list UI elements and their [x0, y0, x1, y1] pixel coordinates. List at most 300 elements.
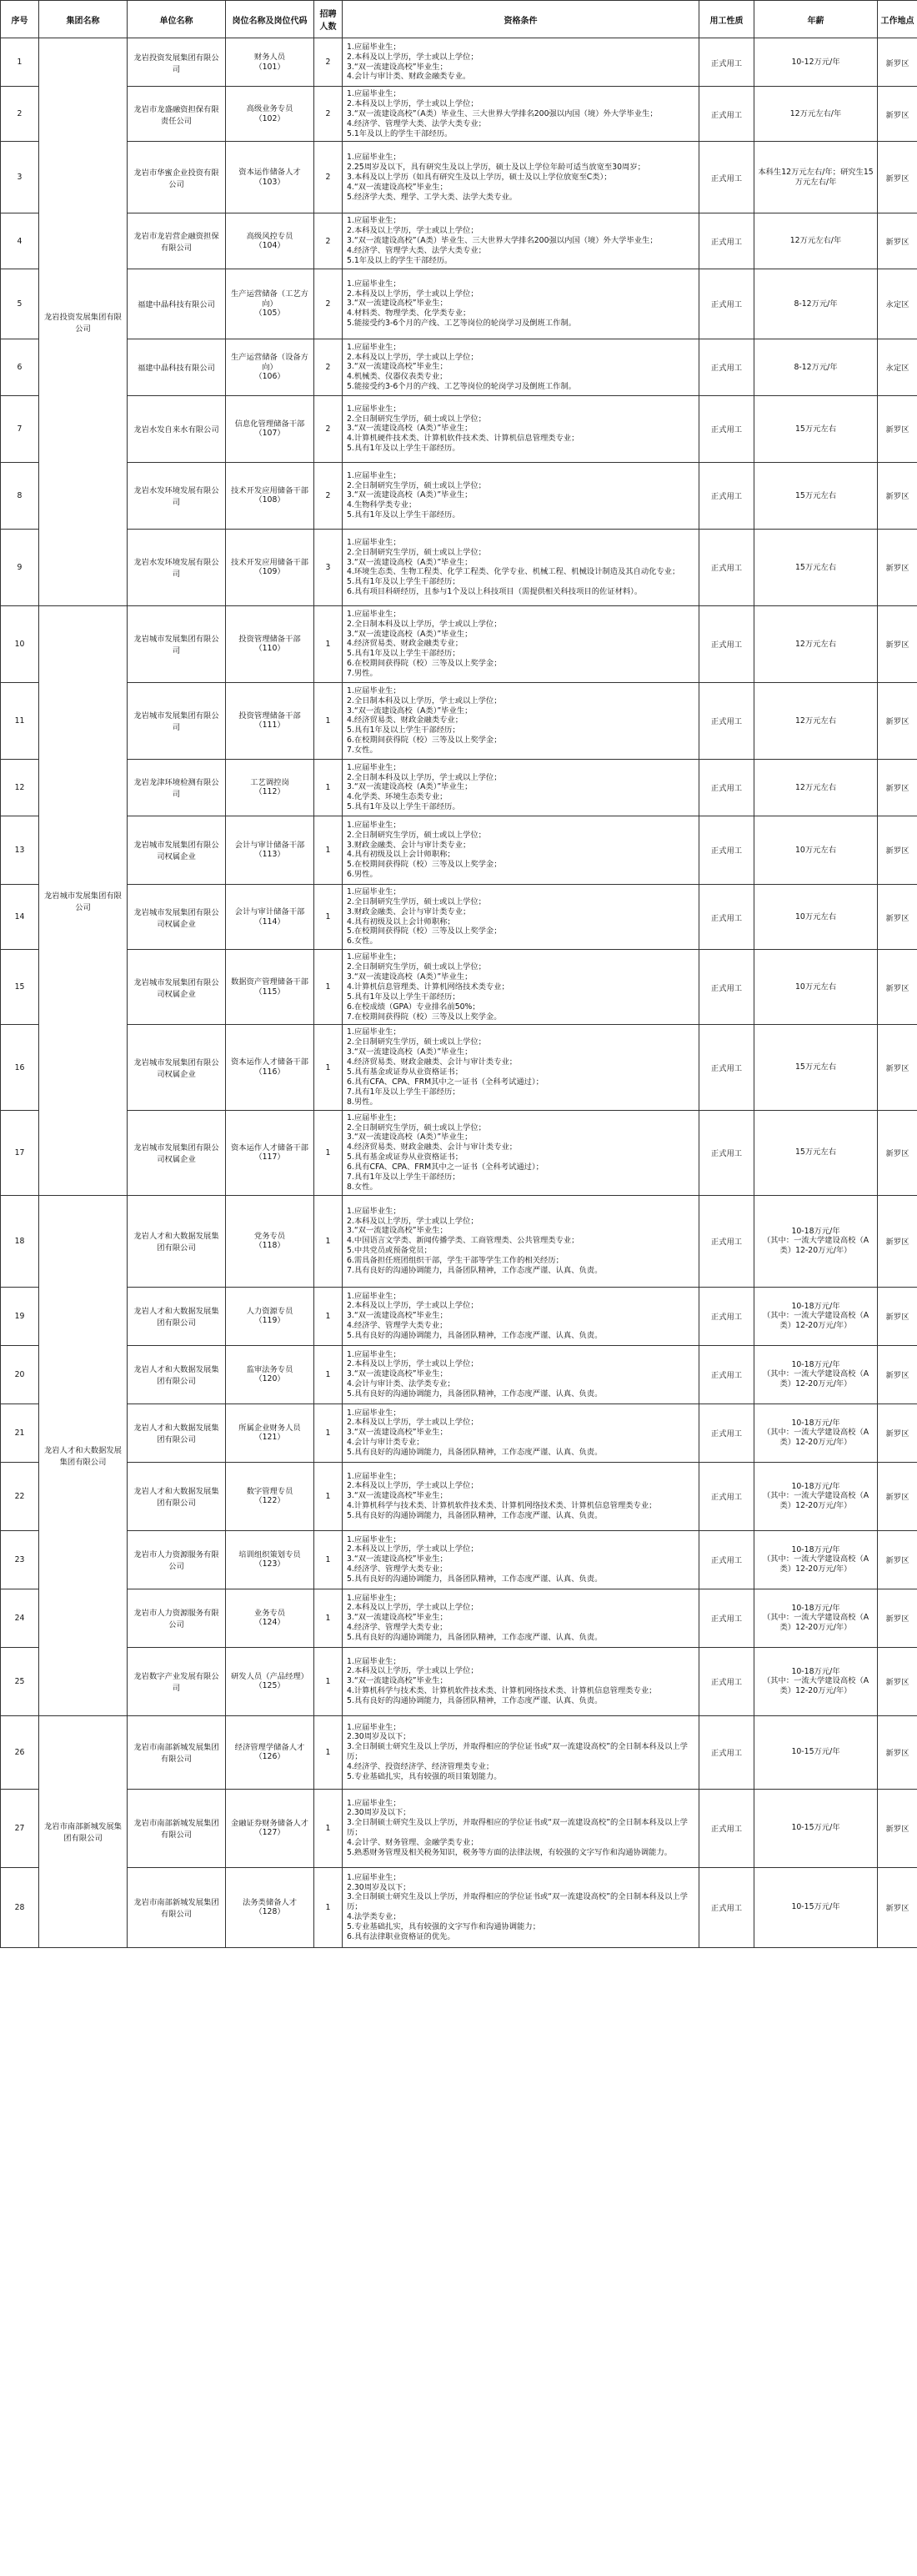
requirement-line: 4.经济贸易类、财政金融类、会计与审计类专业；	[347, 1057, 518, 1067]
salary-line: 15万元左右	[794, 424, 837, 434]
row-location: 新罗区	[878, 1025, 917, 1110]
row-requirements	[343, 816, 699, 884]
requirement-line: 1.应届毕业生；	[347, 1291, 401, 1301]
row-unit: 龙岩龙津环境检测有限公司	[128, 759, 226, 816]
row-seq: 18	[1, 1195, 39, 1287]
row-unit: 龙岩水发环境发展有限公司	[128, 529, 226, 605]
requirement-line: 3.“双一流建设高校（A类）”毕业生；	[347, 424, 473, 434]
requirement-line: 2.25周岁及以下，具有研究生及以上学历，硕士及以上学位年龄可适当放宽至30周岁；	[347, 163, 645, 173]
requirement-line: 1.应届毕业生；	[347, 216, 401, 226]
row-employment-type: 正式用工	[699, 1110, 754, 1195]
table-row	[1, 38, 917, 87]
row-post	[226, 142, 314, 213]
row-employment-type: 正式用工	[699, 1530, 754, 1589]
row-employment-type: 正式用工	[699, 395, 754, 462]
requirement-line: 2.全日制研究生学历，硕士或以上学位；	[347, 480, 486, 490]
row-location: 新罗区	[878, 1462, 917, 1530]
row-employment-type: 正式用工	[699, 1647, 754, 1715]
row-location: 新罗区	[878, 1195, 917, 1287]
post-line: （102）	[254, 113, 285, 123]
row-seq: 19	[1, 1287, 39, 1345]
requirement-line: 1.应届毕业生；	[347, 42, 401, 52]
requirement-line: 7.具有良好的沟通协调能力，具备团队精神，工作态度严谨、认真、负责。	[347, 1265, 603, 1275]
row-salary	[754, 1647, 878, 1715]
row-unit: 龙岩市人力资源服务有限公司	[128, 1589, 226, 1647]
table-row	[1, 1589, 917, 1647]
row-post	[226, 395, 314, 462]
row-unit: 龙岩数字产业发展有限公司	[128, 1647, 226, 1715]
row-employment-type: 正式用工	[699, 605, 754, 682]
requirement-line: 2.本科及以上学历，学士或以上学位；	[347, 1603, 479, 1613]
row-unit: 龙岩市南部新城发展集团有限公司	[128, 1867, 226, 1947]
requirement-line: 4.“双一流建设高校”毕业生；	[347, 182, 448, 192]
header-employment-type: 用工性质	[699, 1, 754, 38]
post-line: （126）	[254, 1752, 285, 1762]
salary-line: 12万元左右	[794, 782, 837, 792]
post-line: （120）	[254, 1374, 285, 1384]
post-line: 数字管理专员	[246, 1486, 293, 1496]
row-seq: 22	[1, 1462, 39, 1530]
row-count: 1	[314, 1647, 343, 1715]
requirement-line: 6.男性。	[347, 870, 378, 880]
row-seq: 7	[1, 395, 39, 462]
row-requirements	[343, 339, 699, 395]
requirement-line: 3.“双一流建设高校（A类）”毕业生；	[347, 972, 473, 982]
row-requirements	[343, 1025, 699, 1110]
requirement-line: 4.材料类、物理学类、化学类专业；	[347, 309, 471, 319]
requirement-line: 5.中共党员或预备党员；	[347, 1246, 432, 1256]
requirement-line: 6.在校期间获得院（校）三等及以上奖学金；	[347, 736, 502, 746]
requirement-line: 1.应届毕业生；	[347, 537, 401, 547]
requirement-line: 7.女性。	[347, 746, 378, 756]
requirement-line: 2.本科及以上学历，学士或以上学位；	[347, 98, 479, 108]
requirement-line: 2.30周岁及以下；	[347, 1808, 411, 1818]
table-row	[1, 269, 917, 339]
row-seq: 27	[1, 1789, 39, 1867]
row-requirements	[343, 1647, 699, 1715]
row-salary	[754, 816, 878, 884]
post-line: （110）	[254, 644, 285, 654]
table-row	[1, 1462, 917, 1530]
row-post	[226, 759, 314, 816]
header-count: 招聘人数	[314, 1, 343, 38]
requirement-line: 4.会计与审计类、财政金融类专业。	[347, 72, 471, 82]
row-requirements	[343, 1715, 699, 1789]
row-count: 1	[314, 1462, 343, 1530]
row-salary	[754, 1789, 878, 1867]
row-unit: 龙岩市人力资源服务有限公司	[128, 1530, 226, 1589]
row-count: 2	[314, 269, 343, 339]
requirement-line: 3.“双一流建设高校”毕业生；	[347, 1676, 448, 1686]
post-line: （111）	[254, 721, 285, 731]
post-line: （108）	[254, 495, 285, 505]
row-unit: 龙岩市龙盛融资担保有限责任公司	[128, 87, 226, 142]
requirement-line: 1.应届毕业生；	[347, 1349, 401, 1359]
requirement-line: 8.男性。	[347, 1097, 378, 1107]
salary-line: （其中：一流大学建设高校（A类）12-20万元/年）	[762, 1236, 869, 1256]
row-location: 新罗区	[878, 1530, 917, 1589]
requirement-line: 2.本科及以上学历，学士或以上学位；	[347, 1216, 479, 1226]
requirement-line: 6.在校成绩（GPA）专业排名前50%；	[347, 1002, 480, 1012]
row-count: 1	[314, 884, 343, 949]
requirement-line: 3.“双一流建设高校”毕业生；	[347, 1369, 448, 1379]
post-line: 经济管理学储备人才	[234, 1742, 305, 1752]
post-line: （105）	[254, 309, 285, 319]
salary-line: （其中：一流大学建设高校（A类）12-20万元/年）	[762, 1428, 869, 1448]
requirement-line: 6.具有CFA、CPA、FRM其中之一证书（全科考试通过）；	[347, 1162, 544, 1173]
row-requirements	[343, 38, 699, 87]
row-employment-type: 正式用工	[699, 462, 754, 529]
requirement-line: 4.经济贸易类、财政金融类专业；	[347, 716, 464, 726]
requirement-line: 1.应届毕业生；	[347, 342, 401, 352]
requirement-line: 4.具有初级及以上会计师职称；	[347, 850, 455, 860]
requirement-line: 1.应届毕业生；	[347, 1656, 401, 1666]
table-row	[1, 529, 917, 605]
requirement-line: 5.具有1年及以上学生干部经历。	[347, 444, 460, 454]
row-employment-type: 正式用工	[699, 1345, 754, 1403]
requirement-line: 3.“双一流建设高校”毕业生；	[347, 1226, 448, 1236]
row-count: 1	[314, 1867, 343, 1947]
requirement-line: 3.财政金融类、会计与审计类专业；	[347, 906, 471, 916]
row-post	[226, 816, 314, 884]
requirement-line: 8.女性。	[347, 1182, 378, 1192]
row-count: 2	[314, 87, 343, 142]
row-post	[226, 1647, 314, 1715]
salary-line: 15万元左右	[794, 562, 837, 572]
row-salary	[754, 682, 878, 759]
requirement-line: 5.具有良好的沟通协调能力，具备团队精神，工作态度严谨、认真、负责。	[347, 1511, 603, 1521]
salary-line: 12万元左右	[794, 639, 837, 649]
post-line: 高级风控专员	[246, 231, 293, 241]
post-line: （117）	[254, 1152, 285, 1162]
row-count: 1	[314, 1715, 343, 1789]
salary-line: 10-18万元/年	[791, 1226, 840, 1236]
requirement-line: 1.应届毕业生；	[347, 1408, 401, 1418]
requirement-line: 5.专业基础扎实，具有较强的项目策划能力。	[347, 1772, 502, 1782]
post-line: 监审法务专员	[246, 1364, 293, 1374]
post-line: 金融证券财务储备人才	[231, 1818, 308, 1828]
row-seq: 25	[1, 1647, 39, 1715]
row-unit: 龙岩城市发展集团有限公司	[128, 682, 226, 759]
group-name: 龙岩人才和大数据发展集团有限公司	[39, 1195, 128, 1715]
row-seq: 2	[1, 87, 39, 142]
header-unit: 单位名称	[128, 1, 226, 38]
requirement-line: 3.“双一流建设高校（A类）”毕业生；	[347, 706, 473, 716]
row-requirements	[343, 142, 699, 213]
requirement-line: 2.本科及以上学历，学士或以上学位；	[347, 52, 479, 62]
row-unit: 龙岩投资发展集团有限公司	[128, 38, 226, 87]
row-location: 永定区	[878, 339, 917, 395]
post-line: 法务类储备人才	[242, 1897, 298, 1907]
requirement-line: 3.“双一流建设高校”毕业生；	[347, 1311, 448, 1321]
requirement-line: 1.应届毕业生；	[347, 89, 401, 98]
row-salary	[754, 38, 878, 87]
table-row	[1, 87, 917, 142]
salary-line: 10-18万元/年	[791, 1301, 840, 1311]
row-salary	[754, 1345, 878, 1403]
post-line: （121）	[254, 1433, 285, 1443]
row-count: 1	[314, 605, 343, 682]
requirement-line: 5.具有基金或证券从业资格证书；	[347, 1152, 464, 1162]
row-location: 永定区	[878, 269, 917, 339]
post-line: 生产运营储备（设备方向）	[231, 352, 308, 372]
table-row	[1, 395, 917, 462]
row-count: 1	[314, 950, 343, 1025]
row-location: 新罗区	[878, 1110, 917, 1195]
row-requirements	[343, 950, 699, 1025]
table-row	[1, 142, 917, 213]
row-salary	[754, 1025, 878, 1110]
requirement-line: 1.应届毕业生；	[347, 886, 401, 896]
row-seq: 11	[1, 682, 39, 759]
requirement-line: 3.“双一流建设高校（A类）”毕业生；	[347, 1047, 473, 1057]
requirement-line: 1.应届毕业生；	[347, 1471, 401, 1481]
requirement-line: 2.本科及以上学历，学士或以上学位；	[347, 1301, 479, 1311]
requirement-line: 4.计算机科学与技术类、计算机软件技术类、计算机网络技术类、计算机信息管理类专业；	[347, 1686, 657, 1696]
row-requirements	[343, 1195, 699, 1287]
row-count: 1	[314, 1530, 343, 1589]
row-seq: 20	[1, 1345, 39, 1403]
row-count: 2	[314, 213, 343, 269]
requirement-line: 3.“双一流建设高校”毕业生；	[347, 299, 448, 309]
salary-line: （其中：一流大学建设高校（A类）12-20万元/年）	[762, 1311, 869, 1331]
requirement-line: 4.计算机科学与技术类、计算机软件技术类、计算机网络技术类、计算机信息管理类专业；	[347, 1501, 657, 1511]
requirement-line: 5.具有良好的沟通协调能力，具备团队精神，工作态度严谨、认真、负责。	[347, 1331, 603, 1341]
salary-line: 10-18万元/年	[791, 1481, 840, 1491]
row-post	[226, 529, 314, 605]
requirement-line: 2.本科及以上学历，学士或以上学位；	[347, 1544, 479, 1554]
requirement-line: 5.专业基础扎实，具有较强的文字写作和沟通协调能力；	[347, 1922, 540, 1932]
row-seq: 8	[1, 462, 39, 529]
row-unit: 龙岩市龙岩营企融资担保有限公司	[128, 213, 226, 269]
post-line: 会计与审计储备干部	[234, 906, 305, 916]
row-seq: 9	[1, 529, 39, 605]
row-requirements	[343, 884, 699, 949]
row-employment-type: 正式用工	[699, 759, 754, 816]
row-count: 1	[314, 1345, 343, 1403]
requirement-line: 7.具有1年及以上学生干部经历；	[347, 1087, 460, 1097]
row-requirements	[343, 1530, 699, 1589]
row-salary	[754, 1715, 878, 1789]
row-employment-type: 正式用工	[699, 339, 754, 395]
post-line: 党务专员	[253, 1231, 286, 1241]
row-seq: 17	[1, 1110, 39, 1195]
row-seq: 26	[1, 1715, 39, 1789]
row-location: 新罗区	[878, 1589, 917, 1647]
post-line: （124）	[254, 1618, 285, 1628]
row-seq: 15	[1, 950, 39, 1025]
row-post	[226, 1589, 314, 1647]
requirement-line: 6.具有CFA、CPA、FRM其中之一证书（全科考试通过）；	[347, 1077, 544, 1087]
requirement-line: 5.具有1年及以上学生干部经历；	[347, 726, 460, 736]
row-location: 新罗区	[878, 529, 917, 605]
salary-line: 本科生12万元左右/年；研究生15万元左右/年	[758, 168, 874, 187]
row-requirements	[343, 1287, 699, 1345]
row-seq: 6	[1, 339, 39, 395]
row-unit: 龙岩人才和大数据发展集团有限公司	[128, 1287, 226, 1345]
table-row	[1, 1110, 917, 1195]
row-count: 1	[314, 1789, 343, 1867]
table-body	[1, 38, 917, 1948]
post-line: （107）	[254, 429, 285, 439]
row-requirements	[343, 1789, 699, 1867]
requirement-line: 2.全日制研究生学历，硕士或以上学位；	[347, 896, 486, 906]
requirement-line: 2.全日制研究生学历，硕士或以上学位；	[347, 962, 486, 972]
requirement-line: 1.应届毕业生；	[347, 1593, 401, 1603]
post-line: 会计与审计储备干部	[234, 840, 305, 850]
row-employment-type: 正式用工	[699, 950, 754, 1025]
requirement-line: 5.具有1年及以上学生干部经历；	[347, 577, 460, 587]
requirement-line: 4.会计与审计类、法学类专业；	[347, 1379, 455, 1389]
row-unit: 龙岩城市发展集团有限公司权属企业	[128, 950, 226, 1025]
row-post	[226, 1867, 314, 1947]
requirement-line: 1.应届毕业生；	[347, 1872, 401, 1882]
salary-line: 12万元左右	[794, 716, 837, 726]
row-employment-type: 正式用工	[699, 1715, 754, 1789]
requirement-line: 2.30周岁及以下；	[347, 1732, 411, 1742]
row-post	[226, 1789, 314, 1867]
requirement-line: 2.全日制本科及以上学历，学士或以上学位；	[347, 695, 502, 706]
row-employment-type: 正式用工	[699, 1867, 754, 1947]
post-line: 业务专员	[253, 1608, 286, 1618]
salary-line: 8-12万元/年	[794, 362, 838, 372]
row-unit: 龙岩城市发展集团有限公司权属企业	[128, 816, 226, 884]
post-line: （114）	[254, 916, 285, 926]
salary-line: （其中：一流大学建设高校（A类）12-20万元/年）	[762, 1613, 869, 1633]
requirement-line: 5.1年及以上的学生干部经历。	[347, 256, 453, 266]
row-location: 新罗区	[878, 1403, 917, 1462]
salary-line: 10-15万元/年	[791, 1902, 840, 1912]
requirement-line: 3.全日制硕士研究生及以上学历，并取得相应的学位证书或“双一流建设高校”的全日制本科及以上学历；	[347, 1818, 688, 1838]
row-salary	[754, 1462, 878, 1530]
row-unit: 龙岩人才和大数据发展集团有限公司	[128, 1345, 226, 1403]
salary-line: （其中：一流大学建设高校（A类）12-20万元/年）	[762, 1554, 869, 1574]
requirement-line: 4.经济学、管理学大类、法学大类专业；	[347, 246, 486, 256]
row-post	[226, 213, 314, 269]
row-seq: 5	[1, 269, 39, 339]
table-row	[1, 1025, 917, 1110]
row-salary	[754, 529, 878, 605]
requirement-line: 2.本科及以上学历，学士或以上学位；	[347, 1666, 479, 1676]
requirement-line: 4.经济学、管理学大类、法学大类专业；	[347, 118, 486, 128]
row-count: 2	[314, 395, 343, 462]
salary-line: （其中：一流大学建设高校（A类）12-20万元/年）	[762, 1676, 869, 1696]
post-line: 资本运作人才储备干部	[231, 1142, 308, 1152]
requirement-line: 1.应届毕业生；	[347, 1206, 401, 1216]
requirement-line: 7.男性。	[347, 669, 378, 679]
requirement-line: 4.经济学、投资经济学、经济管理类专业；	[347, 1762, 494, 1772]
row-unit: 龙岩市南部新城发展集团有限公司	[128, 1715, 226, 1789]
requirement-line: 3.财政金融类、会计与审计类专业；	[347, 840, 471, 850]
row-seq: 12	[1, 759, 39, 816]
row-employment-type: 正式用工	[699, 1589, 754, 1647]
post-line: （103）	[254, 177, 285, 187]
requirement-line: 3.“双一流建设高校”毕业生；	[347, 1491, 448, 1501]
post-line: 投资管理储备干部	[238, 634, 301, 644]
table-row	[1, 339, 917, 395]
row-requirements	[343, 213, 699, 269]
salary-line: 10-12万元/年	[791, 57, 840, 67]
row-location: 新罗区	[878, 213, 917, 269]
requirement-line: 7.在校期间获得院（校）三等及以上奖学金。	[347, 1012, 502, 1022]
requirement-line: 4.会计与审计类专业；	[347, 1438, 424, 1448]
post-line: （123）	[254, 1559, 285, 1569]
salary-line: 15万元左右	[794, 490, 837, 500]
table-row	[1, 1789, 917, 1867]
requirement-line: 2.本科及以上学历，学士或以上学位；	[347, 1481, 479, 1491]
requirement-line: 3.“双一流建设高校”毕业生；	[347, 1554, 448, 1564]
requirement-line: 5.具有良好的沟通协调能力，具备团队精神，工作态度严谨、认真、负责。	[347, 1574, 603, 1584]
requirement-line: 5.具有良好的沟通协调能力，具备团队精神，工作态度严谨、认真、负责。	[347, 1448, 603, 1458]
row-post	[226, 462, 314, 529]
requirement-line: 4.机械类、仪器仪表类专业；	[347, 372, 448, 382]
requirement-line: 2.本科及以上学历，学士或以上学位；	[347, 1418, 479, 1428]
table-row	[1, 1287, 917, 1345]
requirement-line: 3.“双一流建设高校”毕业生；	[347, 62, 448, 72]
requirement-line: 2.全日制研究生学历，硕士或以上学位；	[347, 830, 486, 840]
header-post: 岗位名称及岗位代码	[226, 1, 314, 38]
salary-line: 10-18万元/年	[791, 1359, 840, 1369]
row-requirements	[343, 1867, 699, 1947]
requirement-line: 1.应届毕业生；	[347, 279, 401, 289]
requirement-line: 5.在校期间获得院（校）三等及以上奖学金；	[347, 860, 502, 870]
requirement-line: 2.全日制研究生学历，硕士或以上学位；	[347, 414, 486, 424]
post-line: 工艺调控岗	[250, 777, 289, 787]
row-unit: 龙岩市华蜜企业投资有限公司	[128, 142, 226, 213]
salary-line: 10-15万元/年	[791, 1823, 840, 1833]
requirement-line: 2.本科及以上学历，学士或以上学位；	[347, 226, 479, 236]
row-location: 新罗区	[878, 142, 917, 213]
row-employment-type: 正式用工	[699, 1025, 754, 1110]
salary-line: 10-18万元/年	[791, 1666, 840, 1676]
requirement-line: 5.具有良好的沟通协调能力，具备团队精神，工作态度严谨、认真、负责。	[347, 1696, 603, 1706]
requirement-line: 5.具有良好的沟通协调能力，具备团队精神，工作态度严谨、认真、负责。	[347, 1389, 603, 1399]
row-location: 新罗区	[878, 682, 917, 759]
row-employment-type: 正式用工	[699, 1462, 754, 1530]
requirement-line: 1.应届毕业生；	[347, 1112, 401, 1122]
row-count: 1	[314, 759, 343, 816]
row-salary	[754, 87, 878, 142]
row-location: 新罗区	[878, 950, 917, 1025]
row-salary	[754, 395, 878, 462]
requirement-line: 2.30周岁及以下；	[347, 1882, 411, 1892]
salary-line: 10-18万元/年	[791, 1603, 840, 1613]
requirement-line: 4.具有初级及以上会计师职称；	[347, 916, 455, 926]
post-line: 数据资产管理储备干部	[231, 977, 308, 987]
requirement-line: 5.具有1年及以上学生干部经历；	[347, 992, 460, 1002]
row-seq: 23	[1, 1530, 39, 1589]
post-line: （116）	[254, 1067, 285, 1077]
table-row	[1, 1530, 917, 1589]
requirement-line: 3.“双一流建设高校”毕业生；	[347, 1428, 448, 1438]
post-line: （118）	[254, 1241, 285, 1251]
row-salary	[754, 1195, 878, 1287]
salary-line: 8-12万元/年	[794, 299, 838, 309]
row-employment-type: 正式用工	[699, 213, 754, 269]
post-line: （119）	[254, 1316, 285, 1326]
row-salary	[754, 142, 878, 213]
post-line: 培训组织策划专员	[238, 1549, 301, 1559]
row-requirements	[343, 1589, 699, 1647]
post-line: （112）	[254, 787, 285, 797]
requirement-line: 5.具有基金或证券从业资格证书；	[347, 1067, 464, 1077]
requirement-line: 1.应届毕业生；	[347, 952, 401, 962]
row-requirements	[343, 462, 699, 529]
post-line: （127）	[254, 1828, 285, 1838]
row-seq: 14	[1, 884, 39, 949]
row-location: 新罗区	[878, 38, 917, 87]
row-employment-type: 正式用工	[699, 1195, 754, 1287]
